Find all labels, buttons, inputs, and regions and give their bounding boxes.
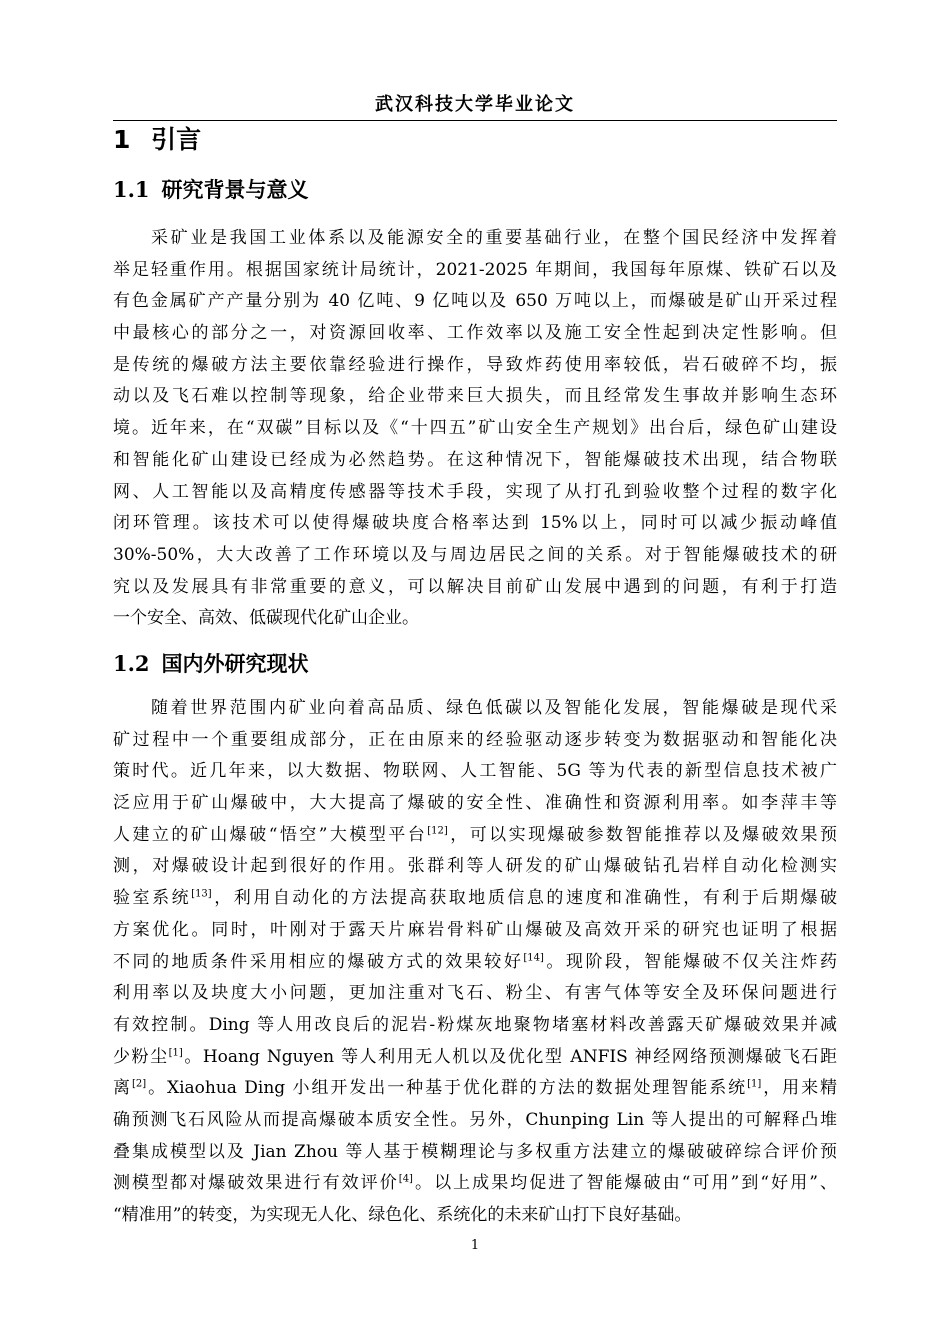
text-line (113, 1200, 837, 1232)
text-span: 离 (113, 1078, 132, 1099)
text-line: 采矿业是我国工业体系以及能源安全的重要基础行业，在整个国民经济中发挥着 (151, 228, 837, 248)
text-span: 确预测飞石风险从而提高爆破本质安全性。另外，Chunping Lin 等人提出的可解释凸堆 (113, 1109, 837, 1130)
page-header (113, 92, 837, 121)
text-line (113, 1137, 837, 1169)
text-span: 利用率以及块度大小问题，更加注重对飞石、粉尘、有害气体等安全及环保问题进行 (113, 983, 837, 1004)
text-span: ，用来精 (761, 1078, 838, 1099)
citation-ref: [12] (427, 825, 448, 837)
citation-ref: [13] (191, 888, 212, 900)
text-line (113, 978, 837, 1010)
text-line (113, 725, 837, 757)
text-line: 境。近年来，在“双碳”目标以及《“十四五”矿山安全生产规划》出台后，绿色矿山建设 (113, 418, 837, 439)
text-span: 测模型都对爆破效果进行有效评价 (113, 1173, 399, 1194)
text-span: 叠集成模型以及 Jian Zhou 等人基于模糊理论与多权重方法建立的爆破破碎综合评价预 (113, 1141, 837, 1162)
text-span: 人建立的矿山爆破“悟空”大模型平台 (113, 824, 428, 845)
paragraph-research-status (113, 693, 837, 1232)
header-title: 武汉科技大学毕业论文 (375, 94, 575, 115)
text-line (113, 1042, 837, 1074)
chapter-number: 1 (113, 125, 131, 154)
text-span: 测，对爆破设计起到很好的作用。张群利等人研发的矿山爆破钻孔岩样自动化检测实 (113, 856, 837, 877)
text-line: 中最核心的部分之一，对资源回收率、工作效率以及施工安全性起到决定性影响。但 (113, 323, 837, 344)
text-span: 。现阶段，智能爆破不仅关注炸药 (543, 951, 838, 972)
text-line: 一个安全、高效、低碳现代化矿山企业。 (113, 608, 419, 629)
text-span: 方案优化。同时，叶刚对于露天片麻岩骨料矿山爆破及高效开采的研究也证明了根据 (113, 919, 837, 940)
citation-ref: [1] (747, 1078, 762, 1090)
text-line: 30%-50%，大大改善了工作环境以及与周边居民之间的关系。对于智能爆破技术的研 (113, 544, 837, 565)
text-line (113, 693, 837, 725)
text-line: 举足轻重作用。根据国家统计局统计，2021-2025 年期间，我国每年原煤、铁矿石以及 (113, 259, 837, 280)
text-line (113, 883, 837, 915)
text-line (113, 1168, 837, 1200)
text-span: 。Hoang Nguyen 等人利用无人机以及优化型 ANFIS 神经网络预测爆破飞石距 (182, 1046, 837, 1067)
text-line: 动以及飞石难以控制等现象，给企业带来巨大损失，而且经常发生事故并影响生态环 (113, 386, 837, 407)
text-line: 是传统的爆破方法主要依靠经验进行操作，导致炸药使用率较低，岩石破碎不均，振 (113, 354, 837, 375)
section-number: 1.2 (113, 651, 150, 676)
text-line: 有色金属矿产产量分别为 40 亿吨、9 亿吨以及 650 万吨以上，而爆破是矿山开采过程 (113, 291, 837, 312)
text-line (113, 820, 837, 852)
text-span: 策时代。近几年来，以大数据、物联网、人工智能、5G 等为代表的新型信息技术被广 (113, 761, 837, 782)
chapter-title: 引言 (151, 125, 202, 154)
text-line (113, 1105, 837, 1137)
paragraph-background (113, 223, 837, 635)
text-line: 究以及发展具有非常重要的意义，可以解决目前矿山发展中遇到的问题，有利于打造 (113, 576, 837, 597)
text-span: 泛应用于矿山爆破中，大大提高了爆破的安全性、准确性和资源利用率。如李萍丰等 (113, 793, 837, 814)
text-line: 网、人工智能以及高精度传感器等技术手段，实现了从打孔到验收整个过程的数字化 (113, 481, 837, 502)
citation-ref: [4] (398, 1173, 413, 1185)
text-span: 随着世界范围内矿业向着高品质、绿色低碳以及智能化发展，智能爆破是现代采 (151, 698, 837, 718)
text-line (113, 756, 837, 788)
text-span: ，利用自动化的方法提高获取地质信息的速度和准确性，有利于后期爆破 (211, 888, 838, 909)
text-line (113, 947, 837, 979)
text-span: 矿过程中一个重要组成部分，正在由原来的经验驱动逐步转变为数据驱动和智能化决 (113, 729, 837, 750)
section-number: 1.1 (113, 177, 150, 202)
text-span: 少粉尘 (113, 1046, 169, 1067)
chapter-heading (113, 123, 201, 157)
citation-ref: [1] (168, 1046, 183, 1058)
text-span: “精准用”的转变，为实现无人化、绿色化、系统化的未来矿山打下良好基础。 (113, 1205, 692, 1225)
section-heading-1-1 (113, 175, 309, 205)
text-line (113, 788, 837, 820)
text-span: 。以上成果均促进了智能爆破由“可用”到“好用”、 (412, 1173, 838, 1194)
text-line (113, 915, 837, 947)
text-line: 和智能化矿山建设已经成为必然趋势。在这种情况下，智能爆破技术出现，结合物联 (113, 449, 837, 470)
section-title: 研究背景与意义 (161, 178, 309, 202)
page-number: 1 (470, 1238, 480, 1253)
text-span: ，可以实现爆破参数智能推荐以及爆破效果预 (447, 824, 837, 845)
text-line (113, 851, 837, 883)
text-span: 验室系统 (113, 888, 192, 909)
text-line (113, 1073, 837, 1105)
text-span: 有效控制。Ding 等人用改良后的泥岩-粉煤灰地聚物堵塞材料改善露天矿爆破效果并减 (113, 1014, 837, 1035)
section-title: 国内外研究现状 (161, 652, 309, 676)
text-span: 。Xiaohua Ding 小组开发出一种基于优化群的方法的数据处理智能系统 (146, 1078, 748, 1099)
text-line (113, 1010, 837, 1042)
section-heading-1-2 (113, 649, 309, 679)
text-line: 闭环管理。该技术可以使得爆破块度合格率达到 15%以上，同时可以减少振动峰值 (113, 513, 837, 534)
text-span: 不同的地质条件采用相应的爆破方式的效果较好 (113, 951, 524, 972)
citation-ref: [2] (131, 1078, 147, 1090)
citation-ref: [14] (523, 951, 544, 963)
